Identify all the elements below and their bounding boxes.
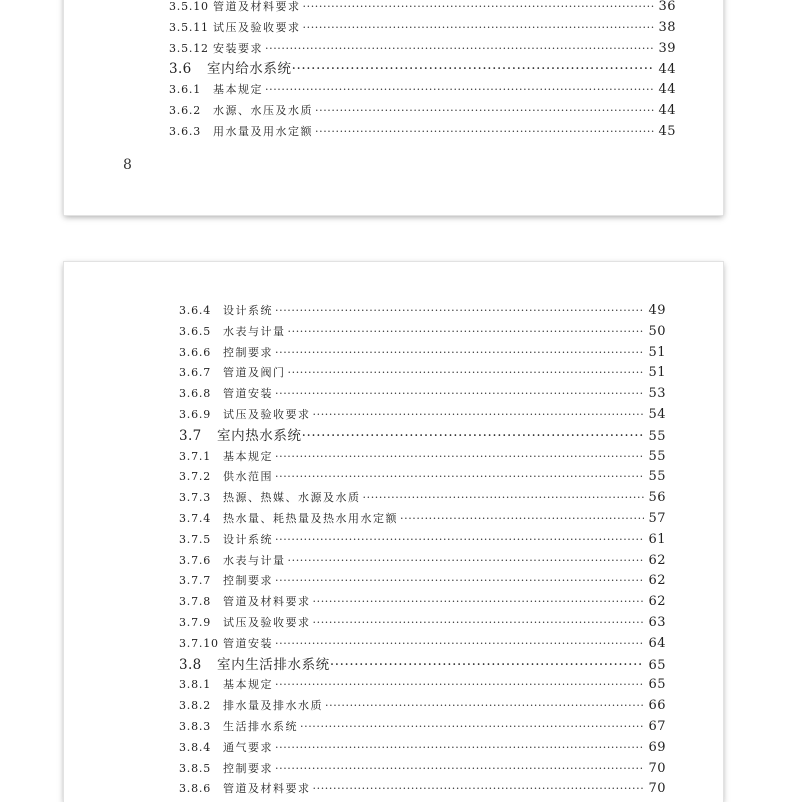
entry-number: 3.7.10 (179, 636, 219, 650)
dot-leader (313, 613, 645, 634)
entry-page-number: 65 (648, 657, 666, 673)
entry-page-number: 45 (658, 123, 676, 139)
entry-page-number: 62 (648, 573, 666, 589)
entry-title: 水表与计量 (223, 553, 286, 567)
entry-number: 3.6.8 (179, 387, 211, 401)
toc-entry (169, 18, 676, 39)
dot-leader (275, 384, 644, 405)
entry-number: 3.7.8 (179, 595, 211, 609)
entry-number: 3.7.3 (179, 491, 211, 505)
toc-entry (179, 405, 666, 426)
entry-title: 室内热水系统 (217, 427, 302, 444)
entry-number: 3.7.7 (179, 574, 211, 588)
entry-title: 热源、热媒、水源及水质 (223, 491, 361, 505)
table-of-contents (169, 0, 676, 143)
toc-entry (179, 322, 666, 343)
entry-page-number: 51 (648, 344, 666, 360)
entry-title: 热水量、耗热量及热水用水定额 (223, 511, 398, 525)
entry-page-number: 55 (648, 448, 666, 464)
entry-number: 3.8 (179, 656, 202, 673)
toc-page-lower (64, 262, 723, 802)
toc-entry (179, 551, 666, 572)
entry-title: 试压及验收要求 (213, 20, 301, 34)
entry-title: 基本规定 (223, 449, 273, 463)
table-of-contents (179, 301, 666, 800)
dot-leader (313, 592, 645, 613)
entry-page-number: 54 (648, 406, 666, 422)
dot-leader (292, 59, 654, 80)
entry-page-number: 62 (648, 594, 666, 610)
dot-leader (302, 426, 644, 447)
dot-leader (315, 122, 654, 143)
entry-number: 3.6.6 (179, 345, 211, 359)
dot-leader (303, 0, 655, 18)
entry-page-number: 69 (648, 739, 666, 755)
entry-number: 3.8.6 (179, 782, 211, 796)
entry-number: 3.8.3 (179, 719, 211, 733)
entry-number: 3.8.4 (179, 740, 211, 754)
dot-leader (265, 80, 654, 101)
entry-title: 供水范围 (223, 470, 273, 484)
toc-section-heading (169, 59, 676, 80)
entry-title: 水表与计量 (223, 324, 286, 338)
entry-page-number: 67 (648, 718, 666, 734)
entry-number: 3.5.11 (169, 20, 209, 34)
dot-leader (313, 405, 645, 426)
entry-number: 3.7.9 (179, 615, 211, 629)
entry-number: 3.7.5 (179, 532, 211, 546)
entry-title: 设计系统 (223, 304, 273, 317)
entry-title: 试压及验收要求 (223, 615, 311, 629)
dot-leader (275, 343, 644, 364)
toc-entry (179, 613, 666, 634)
entry-number: 3.8.5 (179, 761, 211, 775)
entry-number: 3.6.5 (179, 324, 211, 338)
entry-number: 3.5.10 (169, 0, 209, 13)
entry-page-number: 49 (648, 303, 666, 318)
entry-page-number: 36 (658, 0, 676, 14)
entry-number: 3.7.1 (179, 449, 211, 463)
entry-page-number: 63 (648, 614, 666, 630)
toc-entry (179, 675, 666, 696)
entry-title: 试压及验收要求 (223, 407, 311, 421)
dot-leader (275, 759, 644, 780)
toc-entry (179, 343, 666, 364)
toc-entry (179, 634, 666, 655)
entry-title: 生活排水系统 (223, 719, 298, 733)
entry-title: 管道及阀门 (223, 366, 286, 380)
entry-title: 水源、水压及水质 (213, 103, 313, 117)
toc-entry (169, 122, 676, 143)
dot-leader (275, 467, 644, 488)
dot-leader (275, 301, 644, 322)
toc-section-heading (179, 426, 666, 447)
entry-title: 设计系统 (223, 532, 273, 546)
toc-page-upper (64, 0, 723, 215)
entry-number: 3.6.4 (179, 304, 211, 317)
toc-entry (179, 509, 666, 530)
toc-entry (179, 488, 666, 509)
entry-page-number: 50 (648, 323, 666, 339)
entry-number: 3.7.4 (179, 511, 211, 525)
dot-leader (315, 101, 654, 122)
entry-page-number: 70 (648, 781, 666, 797)
entry-page-number: 44 (658, 102, 676, 118)
toc-entry (179, 301, 666, 322)
entry-title: 控制要求 (223, 761, 273, 775)
dot-leader (275, 530, 644, 551)
dot-leader (288, 363, 645, 384)
dot-leader (288, 322, 645, 343)
toc-entry (179, 384, 666, 405)
entry-title: 用水量及用水定额 (213, 124, 313, 138)
dot-leader (330, 655, 644, 676)
dot-leader (275, 738, 644, 759)
toc-entry (179, 447, 666, 468)
entry-page-number: 44 (658, 82, 676, 98)
entry-page-number: 61 (648, 531, 666, 547)
dot-leader (265, 39, 654, 60)
entry-page-number: 56 (648, 490, 666, 506)
entry-page-number: 66 (648, 698, 666, 714)
entry-number: 3.6.2 (169, 103, 201, 117)
entry-number: 3.8.2 (179, 699, 211, 713)
toc-entry (169, 0, 676, 18)
toc-entry (169, 80, 676, 101)
toc-entry (169, 101, 676, 122)
dot-leader (325, 696, 644, 717)
entry-page-number: 39 (658, 40, 676, 56)
dot-leader (400, 509, 644, 530)
toc-entry (179, 530, 666, 551)
entry-title: 基本规定 (223, 678, 273, 692)
entry-title: 安装要求 (213, 41, 263, 55)
entry-page-number: 65 (648, 677, 666, 693)
entry-number: 3.6 (169, 61, 192, 78)
entry-title: 管道及材料要求 (223, 595, 311, 609)
toc-entry (179, 571, 666, 592)
toc-entry (179, 467, 666, 488)
entry-number: 3.6.3 (169, 124, 201, 138)
toc-entry (179, 738, 666, 759)
entry-page-number: 51 (648, 365, 666, 381)
dot-leader (275, 571, 644, 592)
entry-title: 基本规定 (213, 83, 263, 97)
toc-entry (179, 696, 666, 717)
dot-leader (288, 551, 645, 572)
entry-title: 管道安装 (223, 636, 273, 650)
entry-title: 室内给水系统 (207, 61, 292, 78)
entry-number: 3.6.7 (179, 366, 211, 380)
entry-page-number: 64 (648, 635, 666, 651)
entry-number: 3.7.2 (179, 470, 211, 484)
dot-leader (275, 447, 644, 468)
entry-page-number: 55 (648, 428, 666, 444)
toc-entry (179, 759, 666, 780)
dot-leader (275, 675, 644, 696)
entry-title: 控制要求 (223, 345, 273, 359)
entry-number: 3.7.6 (179, 553, 211, 567)
dot-leader (300, 717, 644, 738)
entry-title: 管道及材料要求 (223, 782, 311, 796)
entry-title: 通气要求 (223, 740, 273, 754)
entry-number: 3.6.9 (179, 407, 211, 421)
entry-number: 3.5.12 (169, 41, 209, 55)
entry-page-number: 57 (648, 510, 666, 526)
dot-leader (303, 18, 655, 39)
entry-page-number: 70 (648, 760, 666, 776)
entry-page-number: 53 (648, 386, 666, 402)
entry-number: 3.8.1 (179, 678, 211, 692)
page-number: 8 (123, 157, 132, 173)
entry-number: 3.6.1 (169, 83, 201, 97)
toc-section-heading (179, 655, 666, 676)
toc-entry (169, 39, 676, 60)
dot-leader (363, 488, 645, 509)
dot-leader (275, 634, 644, 655)
toc-entry (179, 592, 666, 613)
toc-entry (179, 717, 666, 738)
entry-title: 管道安装 (223, 387, 273, 401)
entry-page-number: 44 (658, 62, 676, 78)
entry-title: 管道及材料要求 (213, 0, 301, 13)
entry-title: 排水量及排水水质 (223, 699, 323, 713)
entry-page-number: 38 (658, 19, 676, 35)
entry-title: 室内生活排水系统 (217, 656, 330, 673)
entry-title: 控制要求 (223, 574, 273, 588)
entry-page-number: 62 (648, 552, 666, 568)
toc-entry (179, 363, 666, 384)
entry-page-number: 55 (648, 469, 666, 485)
entry-number: 3.7 (179, 427, 202, 444)
